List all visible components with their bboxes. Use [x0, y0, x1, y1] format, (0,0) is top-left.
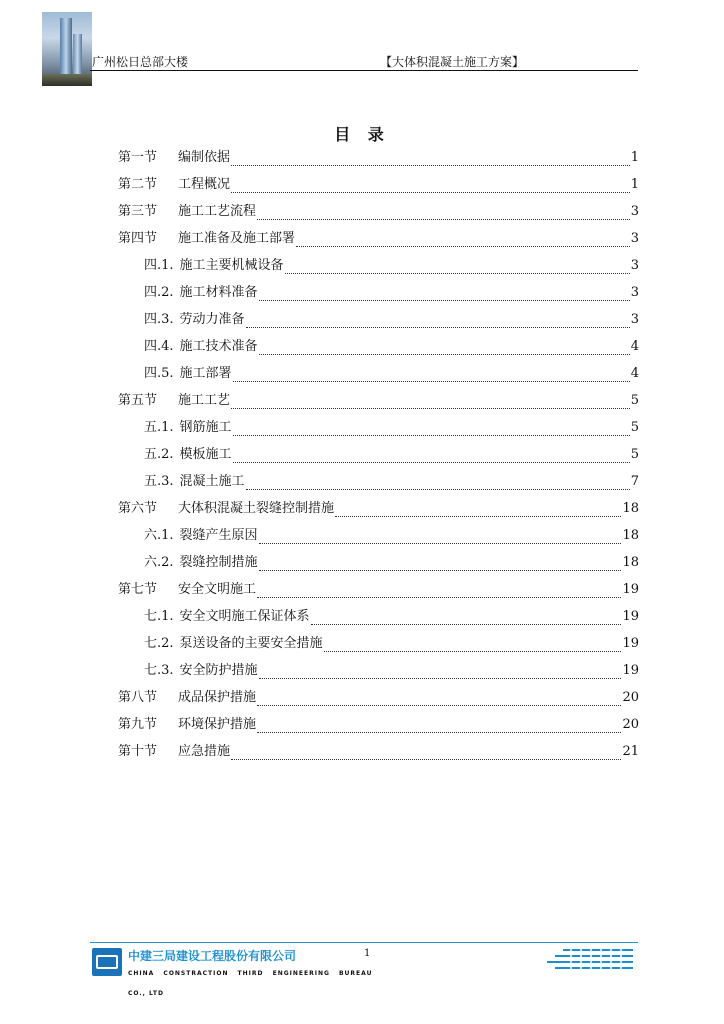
- toc-entry-number: 六.1.: [144, 528, 174, 543]
- footer-company-english-suffix: CO., LTD: [128, 990, 164, 997]
- toc-entry-page: 19: [622, 609, 639, 624]
- toc-entry-title: 安全防护措施: [179, 663, 258, 678]
- toc-title: 目 录: [334, 125, 390, 144]
- toc-entry[interactable]: [118, 576, 639, 603]
- toc-leader-dots: [257, 587, 621, 598]
- company-logo-icon: [92, 948, 122, 976]
- toc-entry-number: 第二节: [118, 177, 158, 192]
- toc-entry-page: 4: [630, 366, 639, 381]
- toc-entry-number: 第四节: [118, 231, 158, 246]
- toc-entry-page: 19: [622, 663, 639, 678]
- toc-entry[interactable]: [118, 414, 639, 441]
- toc-entry-number: 第六节: [118, 501, 158, 516]
- toc-entry-number: 第三节: [118, 204, 158, 219]
- toc-entry[interactable]: [118, 441, 639, 468]
- toc-entry[interactable]: [118, 468, 639, 495]
- toc-entry[interactable]: [118, 360, 639, 387]
- toc-leader-dots: [257, 209, 630, 220]
- toc-entry-page: 21: [622, 744, 639, 759]
- toc-entry-title: 裂缝控制措施: [179, 555, 258, 570]
- footer-brand-mark-icon: [545, 947, 635, 973]
- toc-leader-dots: [259, 290, 630, 301]
- toc-entry[interactable]: [118, 387, 639, 414]
- toc-entry-title: 成品保护措施: [178, 690, 257, 705]
- footer-page-number: 1: [364, 948, 371, 959]
- header-document-title: 【大体积混凝土施工方案】: [380, 55, 525, 69]
- toc-entry-number: 五.3.: [144, 474, 174, 489]
- toc-entry-number: 四.2.: [144, 285, 174, 300]
- toc-leader-dots: [296, 236, 630, 247]
- toc-entry-number: 第五节: [118, 393, 158, 408]
- toc-leader-dots: [231, 182, 630, 193]
- toc-entry-number: 第九节: [118, 717, 158, 732]
- toc-entry[interactable]: [118, 306, 639, 333]
- toc-entry-title: 劳动力准备: [179, 312, 245, 327]
- toc-entry-page: 5: [630, 447, 639, 462]
- toc-leader-dots: [257, 695, 621, 706]
- toc-entry-page: 3: [630, 231, 639, 246]
- toc-leader-dots: [233, 371, 630, 382]
- toc-entry[interactable]: [118, 684, 639, 711]
- toc-entry[interactable]: [118, 198, 639, 225]
- header-building-photo: [42, 12, 92, 86]
- toc-entry-title: 裂缝产生原因: [179, 528, 258, 543]
- toc-leader-dots: [285, 263, 630, 274]
- toc-leader-dots: [246, 317, 630, 328]
- toc-entry[interactable]: [118, 495, 639, 522]
- toc-entry-title: 施工技术准备: [179, 339, 258, 354]
- toc-leader-dots: [231, 749, 621, 760]
- toc-entry-number: 第八节: [118, 690, 158, 705]
- toc-leader-dots: [257, 722, 621, 733]
- toc-entry-title: 工程概况: [178, 177, 231, 192]
- toc-entry-title: 施工部署: [179, 366, 232, 381]
- toc-entry-title: 泵送设备的主要安全措施: [179, 636, 323, 651]
- toc-entry-page: 20: [622, 690, 639, 705]
- toc-entry-title: 施工准备及施工部署: [178, 231, 296, 246]
- toc-leader-dots: [259, 344, 630, 355]
- toc-entry-title: 混凝土施工: [179, 474, 245, 489]
- toc-entry[interactable]: [118, 171, 639, 198]
- toc-entry-page: 3: [630, 285, 639, 300]
- toc-entry-number: 四.1.: [144, 258, 174, 273]
- toc-entry-title: 编制依据: [178, 150, 231, 165]
- toc-entry-page: 3: [630, 312, 639, 327]
- toc-leader-dots: [231, 398, 630, 409]
- toc-entry[interactable]: [118, 252, 639, 279]
- toc-entry-number: 五.1.: [144, 420, 174, 435]
- toc-leader-dots: [233, 452, 630, 463]
- toc-entry-page: 5: [630, 420, 639, 435]
- toc-leader-dots: [231, 155, 630, 166]
- toc-entry-page: 19: [622, 636, 639, 651]
- toc-entry[interactable]: [118, 522, 639, 549]
- toc-leader-dots: [335, 506, 621, 517]
- toc-entry-number: 七.1.: [144, 609, 174, 624]
- toc-entry-page: 1: [630, 177, 639, 192]
- toc-entry[interactable]: [118, 630, 639, 657]
- toc-entry-page: 18: [622, 528, 639, 543]
- header-project-name: 广州松日总部大楼: [92, 55, 189, 69]
- toc-entry-title: 模板施工: [179, 447, 232, 462]
- toc-entry-title: 施工工艺流程: [178, 204, 257, 219]
- toc-entry-page: 7: [630, 474, 639, 489]
- header-divider: [90, 70, 638, 71]
- toc-entry[interactable]: [118, 738, 639, 765]
- toc-entry-number: 四.5.: [144, 366, 174, 381]
- toc-entry-page: 18: [622, 501, 639, 516]
- toc-entry-title: 大体积混凝土裂缝控制措施: [178, 501, 335, 516]
- toc-entry[interactable]: [118, 144, 639, 171]
- footer-divider: [90, 942, 638, 943]
- toc-entry-page: 3: [630, 258, 639, 273]
- toc-leader-dots: [311, 614, 622, 625]
- toc-entry-title: 钢筋施工: [179, 420, 232, 435]
- toc-entry-page: 3: [630, 204, 639, 219]
- toc-entry[interactable]: [118, 333, 639, 360]
- toc-entry-title: 施工主要机械设备: [179, 258, 284, 273]
- toc-leader-dots: [233, 425, 630, 436]
- toc-entry-number: 第一节: [118, 150, 158, 165]
- toc-entry-page: 4: [630, 339, 639, 354]
- toc-entry-number: 六.2.: [144, 555, 174, 570]
- footer-company-name: 中建三局建设工程股份有限公司: [128, 949, 297, 963]
- toc-entry[interactable]: [118, 657, 639, 684]
- toc-entry[interactable]: [118, 549, 639, 576]
- toc-entry-page: 20: [622, 717, 639, 732]
- toc-entry-title: 安全文明施工保证体系: [179, 609, 310, 624]
- table-of-contents: [118, 144, 639, 765]
- toc-leader-dots: [324, 641, 622, 652]
- toc-leader-dots: [259, 668, 622, 679]
- toc-entry-title: 施工材料准备: [179, 285, 258, 300]
- toc-entry-title: 安全文明施工: [178, 582, 257, 597]
- toc-entry-page: 19: [622, 582, 639, 597]
- toc-entry[interactable]: [118, 711, 639, 738]
- toc-entry-page: 1: [630, 150, 639, 165]
- toc-entry-title: 环境保护措施: [178, 717, 257, 732]
- toc-entry-page: 5: [630, 393, 639, 408]
- toc-entry-title: 施工工艺: [178, 393, 231, 408]
- toc-entry-number: 七.2.: [144, 636, 174, 651]
- toc-entry-number: 五.2.: [144, 447, 174, 462]
- toc-entry-number: 四.3.: [144, 312, 174, 327]
- toc-leader-dots: [246, 479, 630, 490]
- toc-entry-title: 应急措施: [178, 744, 231, 759]
- toc-entry[interactable]: [118, 225, 639, 252]
- toc-entry[interactable]: [118, 603, 639, 630]
- toc-entry-number: 七.3.: [144, 663, 174, 678]
- toc-entry-number: 四.4.: [144, 339, 174, 354]
- toc-leader-dots: [259, 533, 622, 544]
- toc-entry-number: 第七节: [118, 582, 158, 597]
- footer-company-english: CHINA CONSTRACTION THIRD ENGINEERING BUREAU: [128, 970, 373, 977]
- toc-entry-number: 第十节: [118, 744, 158, 759]
- toc-entry[interactable]: [118, 279, 639, 306]
- toc-leader-dots: [259, 560, 622, 571]
- toc-entry-page: 18: [622, 555, 639, 570]
